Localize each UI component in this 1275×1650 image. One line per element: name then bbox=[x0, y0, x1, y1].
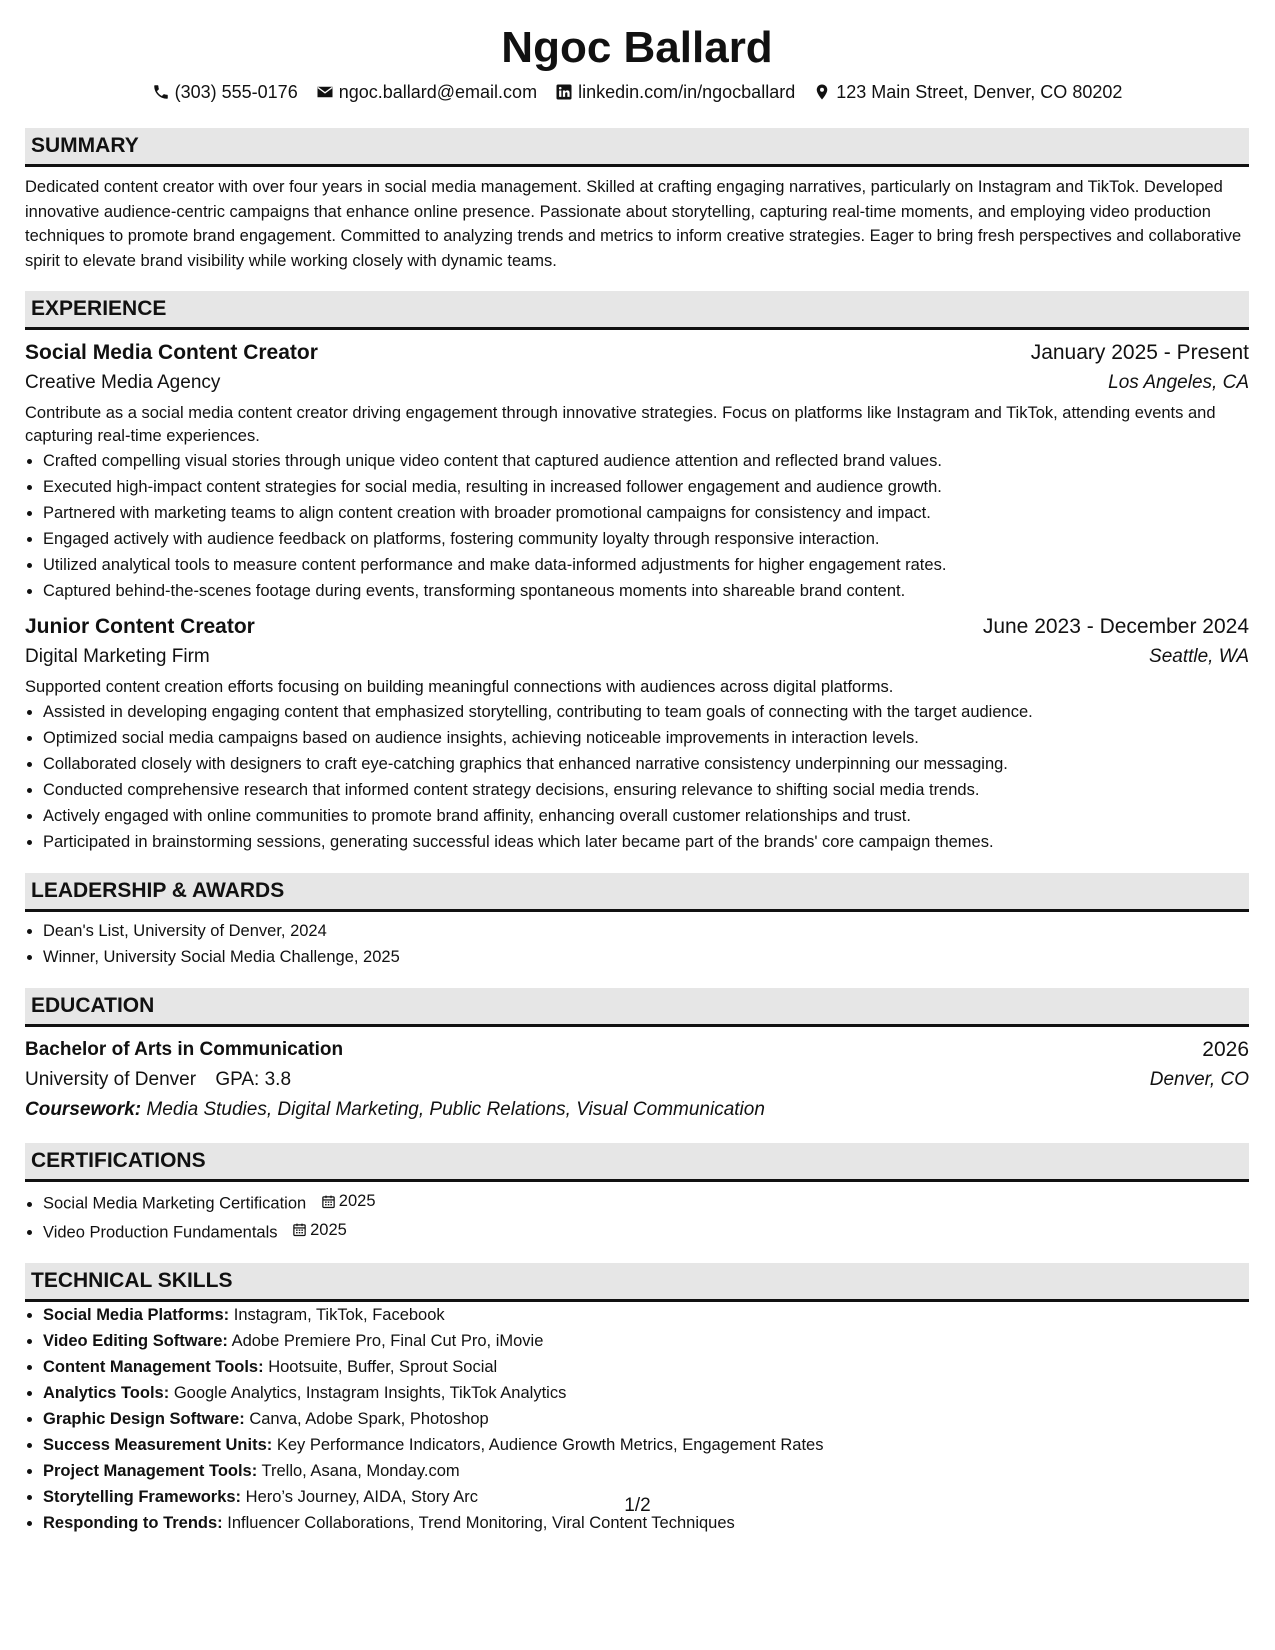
phone-text: (303) 555-0176 bbox=[174, 82, 298, 102]
skill-label: Success Measurement Units: bbox=[43, 1436, 273, 1454]
job-entry bbox=[25, 338, 1249, 604]
certification-year: 2025 bbox=[338, 1192, 376, 1210]
skill-label: Video Editing Software: bbox=[43, 1332, 228, 1350]
contact-address bbox=[813, 80, 1122, 104]
job-dates: January 2025 - Present bbox=[1030, 341, 1249, 364]
email-text: ngoc.ballard@email.com bbox=[338, 82, 538, 102]
school-location: Denver, CO bbox=[1149, 1069, 1249, 1090]
job-description: Contribute as a social media content creator driving engagement through innovative strategies. Focus on platforms like Instagram and TikTok, attending events and capturing real-time experiences. bbox=[25, 404, 1216, 445]
job-bullet: • Captured behind-the-scenes footage during events, transforming spontaneous moments into shareable brand content. bbox=[43, 578, 1249, 604]
leadership-item: • Winner, University Social Media Challenge, 2025 bbox=[43, 944, 1249, 970]
skill-label: Graphic Design Software: bbox=[43, 1410, 245, 1428]
summary-text: Dedicated content creator with over four years in social media management. Skilled at crafting engaging narratives, particularly on Instagram and TikTok. Developed innovative audience-centric campaigns that enhance online presence. Passionate about storytelling, capturing real-time moments, and employing video production techniques to promote brand engagement. Committed to analyzing trends and metrics to inform creative strategies. Eager to bring fresh perspectives and collaborative spirit to elevate brand visibility while working closely with dynamic teams. bbox=[25, 178, 1242, 270]
job-entry bbox=[25, 612, 1249, 855]
candidate-name: Ngoc Ballard bbox=[501, 23, 773, 72]
section-heading-certifications: CERTIFICATIONS bbox=[25, 1143, 1249, 1182]
certification-name: Video Production Fundamentals bbox=[43, 1223, 278, 1241]
skill-label: Analytics Tools: bbox=[43, 1384, 170, 1402]
map-pin-icon bbox=[813, 83, 831, 101]
skill-value: Google Analytics, Instagram Insights, TikTok Analytics bbox=[173, 1384, 567, 1402]
skill-value: Trello, Asana, Monday.com bbox=[261, 1462, 460, 1480]
contact-bar bbox=[25, 80, 1249, 104]
job-description: Supported content creation efforts focusing on building meaningful connections with audiences across digital platforms. bbox=[25, 678, 894, 696]
section-heading-summary: SUMMARY bbox=[25, 128, 1249, 167]
job-title: Social Media Content Creator bbox=[25, 341, 318, 364]
resume-page bbox=[25, 18, 1249, 1536]
section-heading-leadership: LEADERSHIP & AWARDS bbox=[25, 873, 1249, 912]
job-bullet: • Actively engaged with online communities to promote brand affinity, enhancing overall customer relationships and trust. bbox=[43, 803, 1249, 829]
job-bullets bbox=[25, 699, 1249, 855]
job-bullet: • Executed high-impact content strategies for social media, resulting in increased follower engagement and audience growth. bbox=[43, 474, 1249, 500]
job-title: Junior Content Creator bbox=[25, 615, 255, 638]
contact-email[interactable] bbox=[316, 80, 537, 104]
job-bullet: • Optimized social media campaigns based on audience insights, achieving noticeable improvements in interaction levels. bbox=[43, 725, 1249, 751]
job-bullet: • Engaged actively with audience feedback on platforms, fostering community loyalty through responsive interaction. bbox=[43, 526, 1249, 552]
contact-phone bbox=[152, 80, 298, 104]
gpa: GPA: 3.8 bbox=[215, 1069, 292, 1090]
leadership-list bbox=[25, 918, 1249, 970]
skill-item bbox=[43, 1458, 1249, 1484]
phone-icon bbox=[152, 83, 170, 101]
certification-date bbox=[321, 1188, 376, 1214]
certification-item bbox=[43, 1188, 1249, 1217]
job-bullet: • Utilized analytical tools to measure content performance and make data-informed adjustments for higher engagement rates. bbox=[43, 552, 1249, 578]
school-line bbox=[25, 1065, 291, 1095]
coursework-label: Coursework: bbox=[25, 1099, 142, 1120]
skill-item bbox=[43, 1328, 1249, 1354]
skill-value: Influencer Collaborations, Trend Monitoring, Viral Content Techniques bbox=[227, 1514, 735, 1532]
skill-value: Canva, Adobe Spark, Photoshop bbox=[249, 1410, 489, 1428]
section-heading-skills: TECHNICAL SKILLS bbox=[25, 1263, 1249, 1302]
certification-item bbox=[43, 1217, 1249, 1246]
envelope-icon bbox=[316, 83, 334, 101]
job-bullets bbox=[25, 448, 1249, 604]
skill-label: Storytelling Frameworks: bbox=[43, 1488, 242, 1506]
school-name: University of Denver bbox=[25, 1069, 197, 1090]
skill-value: Hero’s Journey, AIDA, Story Arc bbox=[245, 1488, 478, 1506]
page-number: 1/2 bbox=[624, 1495, 651, 1516]
job-bullet: • Crafted compelling visual stories through unique video content that captured audience attention and reflected brand values. bbox=[43, 448, 1249, 474]
certifications-list bbox=[25, 1188, 1249, 1245]
job-bullet: • Partnered with marketing teams to align content creation with broader promotional campaigns for consistency and impact. bbox=[43, 500, 1249, 526]
certification-year: 2025 bbox=[310, 1220, 347, 1239]
skill-value: Hootsuite, Buffer, Sprout Social bbox=[268, 1358, 498, 1376]
skill-value: Key Performance Indicators, Audience Growth Metrics, Engagement Rates bbox=[276, 1436, 824, 1454]
skill-item bbox=[43, 1380, 1249, 1406]
calendar-icon bbox=[292, 1222, 307, 1237]
address-text: 123 Main Street, Denver, CO 80202 bbox=[836, 82, 1123, 102]
certification-name: Social Media Marketing Certification bbox=[43, 1194, 307, 1213]
skill-item bbox=[43, 1302, 1249, 1328]
job-location: Seattle, WA bbox=[1149, 646, 1249, 667]
skill-label: Social Media Platforms: bbox=[43, 1306, 230, 1324]
contact-linkedin[interactable] bbox=[555, 80, 795, 104]
degree: Bachelor of Arts in Communication bbox=[25, 1039, 344, 1060]
skill-label: Project Management Tools: bbox=[43, 1462, 258, 1480]
skill-item bbox=[43, 1354, 1249, 1380]
skill-label: Content Management Tools: bbox=[43, 1358, 264, 1376]
section-heading-experience: EXPERIENCE bbox=[25, 291, 1249, 330]
job-company: Digital Marketing Firm bbox=[25, 646, 210, 667]
skill-value: Adobe Premiere Pro, Final Cut Pro, iMovie bbox=[231, 1332, 544, 1350]
linkedin-text: linkedin.com/in/ngocballard bbox=[578, 82, 796, 102]
coursework bbox=[25, 1095, 1249, 1125]
graduation-year: 2026 bbox=[1202, 1038, 1249, 1061]
job-bullet: • Conducted comprehensive research that informed content strategy decisions, ensuring relevance to shifting social media trends. bbox=[43, 777, 1249, 803]
skill-label: Responding to Trends: bbox=[43, 1514, 223, 1532]
leadership-item: • Dean's List, University of Denver, 2024 bbox=[43, 918, 1249, 944]
job-bullet: • Collaborated closely with designers to craft eye-catching graphics that enhanced narrative consistency underpinning our messaging. bbox=[43, 751, 1249, 777]
linkedin-icon bbox=[555, 83, 573, 101]
calendar-icon bbox=[321, 1194, 336, 1209]
job-location: Los Angeles, CA bbox=[1108, 372, 1249, 393]
job-dates: June 2023 - December 2024 bbox=[982, 615, 1249, 638]
skill-value: Instagram, TikTok, Facebook bbox=[233, 1306, 445, 1324]
section-heading-education: EDUCATION bbox=[25, 988, 1249, 1027]
skill-item bbox=[43, 1432, 1249, 1458]
certification-date bbox=[292, 1217, 347, 1243]
job-bullet: • Assisted in developing engaging content that emphasized storytelling, contributing to team goals of connecting with the target audience. bbox=[43, 699, 1249, 725]
skill-item bbox=[43, 1406, 1249, 1432]
coursework-list: Media Studies, Digital Marketing, Public Relations, Visual Communication bbox=[146, 1099, 765, 1120]
job-company: Creative Media Agency bbox=[25, 372, 221, 393]
job-bullet: • Participated in brainstorming sessions, generating successful ideas which later became part of the brands' core campaign themes. bbox=[43, 829, 1249, 855]
